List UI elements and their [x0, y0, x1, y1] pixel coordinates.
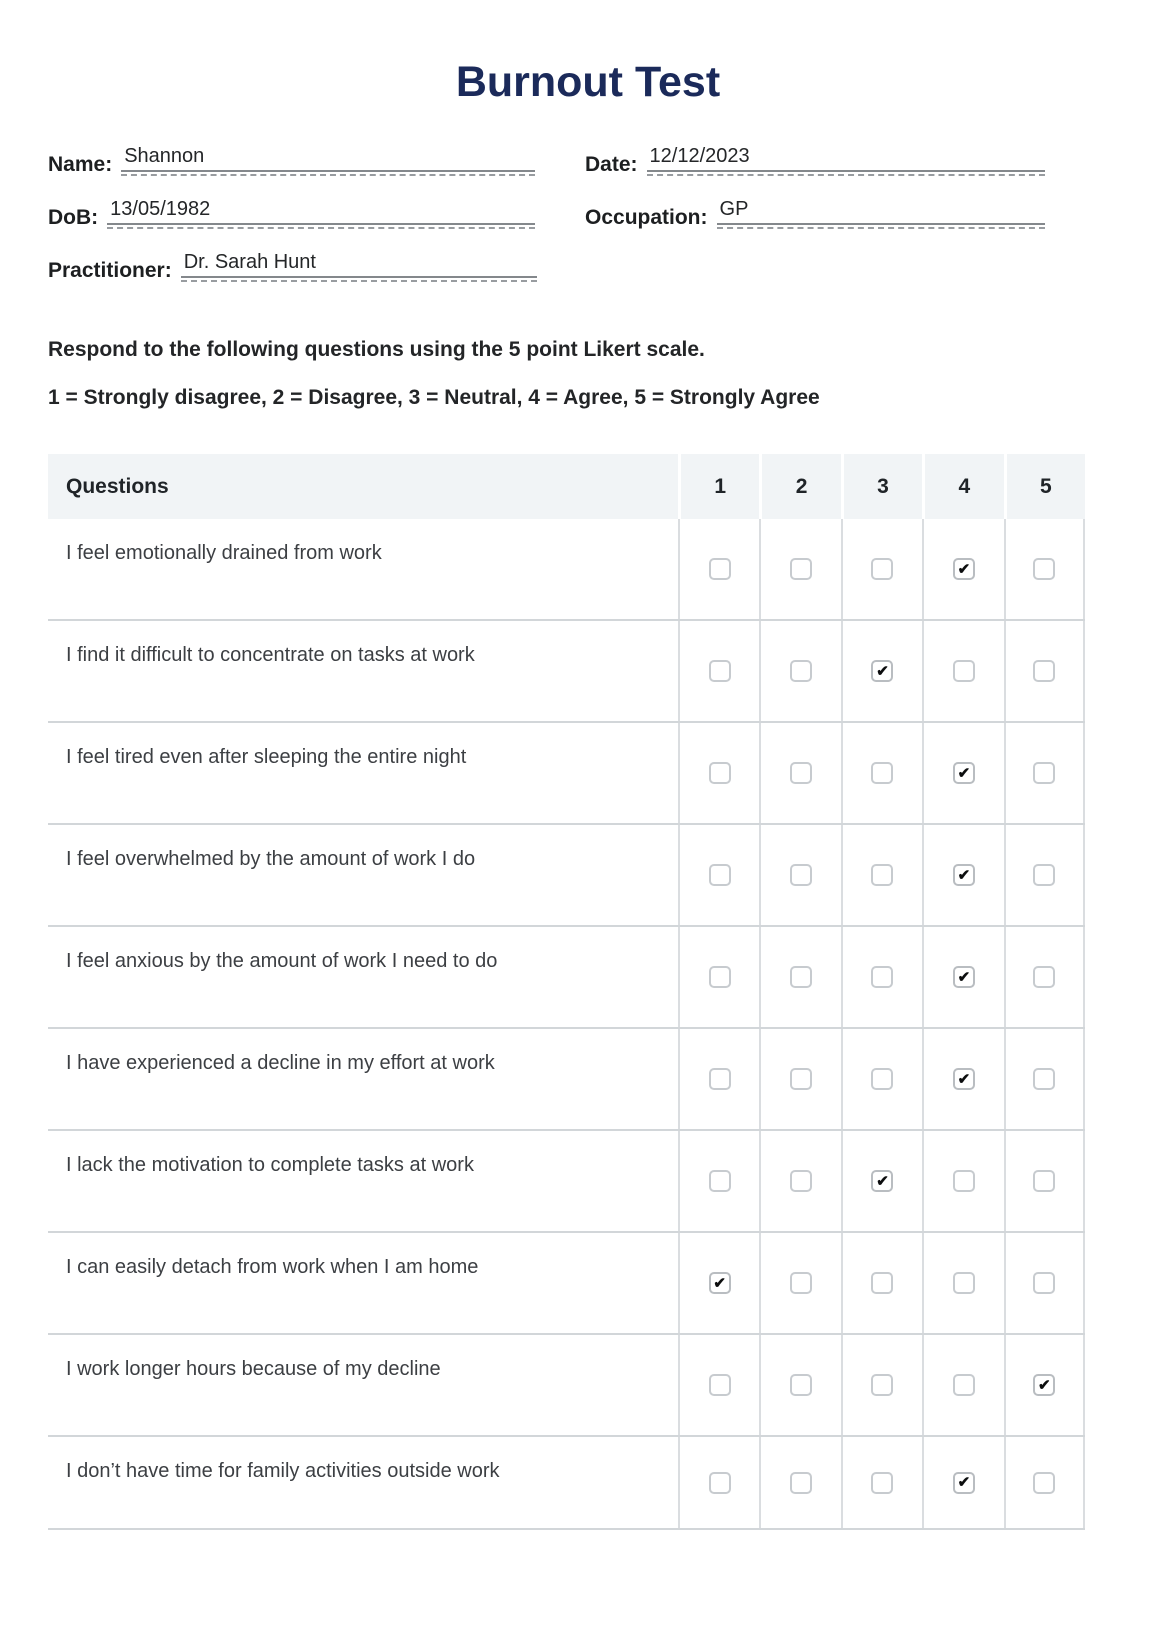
- likert-cell-4[interactable]: [922, 519, 1003, 619]
- checkbox-icon[interactable]: [871, 1472, 893, 1494]
- question-row: [48, 1233, 1085, 1335]
- name-input[interactable]: [121, 145, 535, 172]
- checkbox-checked-icon[interactable]: ✔: [953, 966, 975, 988]
- fields-row-3: [48, 251, 1045, 283]
- checkbox-icon[interactable]: [871, 762, 893, 784]
- likert-cell-2[interactable]: [759, 1335, 840, 1435]
- likert-cell-4[interactable]: [922, 1029, 1003, 1129]
- checkbox-icon[interactable]: [790, 966, 812, 988]
- practitioner-field: [48, 251, 537, 283]
- checkbox-icon[interactable]: [709, 1472, 731, 1494]
- question-row: [48, 1029, 1085, 1131]
- checkbox-icon[interactable]: [1033, 1272, 1055, 1294]
- question-text: I don’t have time for family activities outside work: [66, 1460, 500, 1483]
- likert-cell-1[interactable]: [678, 825, 759, 925]
- checkbox-icon[interactable]: [1033, 762, 1055, 784]
- likert-cell-3[interactable]: [841, 1233, 922, 1333]
- likert-cell-5[interactable]: [1004, 825, 1085, 925]
- question-text: I find it difficult to concentrate on tasks at work: [66, 644, 475, 667]
- checkbox-checked-icon[interactable]: ✔: [709, 1272, 731, 1294]
- checkbox-checked-icon[interactable]: ✔: [953, 1472, 975, 1494]
- likert-cell-4[interactable]: [922, 825, 1003, 925]
- occupation-label: Occupation:: [585, 205, 708, 229]
- dob-input[interactable]: [107, 198, 535, 225]
- checkbox-icon[interactable]: [790, 762, 812, 784]
- checkbox-icon[interactable]: [790, 558, 812, 580]
- checkbox-checked-icon[interactable]: ✔: [953, 558, 975, 580]
- checkbox-checked-icon[interactable]: ✔: [953, 762, 975, 784]
- name-field: [48, 145, 535, 177]
- likert-cell-1[interactable]: [678, 723, 759, 823]
- likert-cell-4[interactable]: [922, 1233, 1003, 1333]
- instructions-line-1: Respond to the following questions using the 5 point Likert scale.: [48, 338, 705, 361]
- likert-cell-3[interactable]: [841, 825, 922, 925]
- likert-cell-4[interactable]: [922, 1335, 1003, 1435]
- checkbox-icon[interactable]: [709, 660, 731, 682]
- checkbox-icon[interactable]: [790, 864, 812, 886]
- question-row: [48, 1335, 1085, 1437]
- checkbox-icon[interactable]: [709, 762, 731, 784]
- question-text: I feel emotionally drained from work: [66, 542, 382, 565]
- likert-cell-1[interactable]: [678, 1233, 759, 1333]
- checkbox-icon[interactable]: [871, 1272, 893, 1294]
- question-row: [48, 621, 1085, 723]
- likert-cell-1[interactable]: [678, 1029, 759, 1129]
- likert-table: [48, 454, 1085, 1530]
- likert-cell-5[interactable]: [1004, 621, 1085, 721]
- likert-table-header: [48, 454, 1085, 519]
- scale-header-2: 2: [759, 454, 840, 519]
- likert-cell-1[interactable]: [678, 519, 759, 619]
- checkbox-icon[interactable]: [1033, 558, 1055, 580]
- question-row: [48, 825, 1085, 927]
- checkbox-icon[interactable]: [1033, 864, 1055, 886]
- likert-cell-4[interactable]: [922, 1437, 1003, 1528]
- likert-cell-2[interactable]: [759, 519, 840, 619]
- checkbox-icon[interactable]: [953, 1170, 975, 1192]
- question-text: I can easily detach from work when I am home: [66, 1256, 479, 1279]
- checkbox-icon[interactable]: [871, 1068, 893, 1090]
- occupation-value: GP: [719, 198, 749, 220]
- likert-cell-1[interactable]: [678, 1131, 759, 1231]
- question-text: I lack the motivation to complete tasks at work: [66, 1154, 474, 1177]
- date-input[interactable]: [647, 145, 1045, 172]
- likert-cell-4[interactable]: [922, 723, 1003, 823]
- date-value: 12/12/2023: [649, 145, 750, 167]
- likert-cell-1[interactable]: [678, 1437, 759, 1528]
- checkbox-icon[interactable]: [953, 660, 975, 682]
- checkbox-icon[interactable]: [1033, 1170, 1055, 1192]
- likert-cell-2[interactable]: [759, 1437, 840, 1528]
- checkbox-icon[interactable]: [709, 1170, 731, 1192]
- likert-cell-3[interactable]: [841, 621, 922, 721]
- checkbox-icon[interactable]: [709, 1068, 731, 1090]
- likert-cell-3[interactable]: [841, 723, 922, 823]
- checkbox-icon[interactable]: [871, 558, 893, 580]
- likert-cell-2[interactable]: [759, 1029, 840, 1129]
- likert-cell-3[interactable]: [841, 519, 922, 619]
- likert-cell-2[interactable]: [759, 723, 840, 823]
- checkbox-checked-icon[interactable]: ✔: [1033, 1374, 1055, 1396]
- checkbox-icon[interactable]: [790, 1068, 812, 1090]
- dob-value: 13/05/1982: [110, 198, 211, 220]
- likert-cell-5[interactable]: [1004, 1131, 1085, 1231]
- checkbox-icon[interactable]: [1033, 1068, 1055, 1090]
- likert-cell-5[interactable]: [1004, 1233, 1085, 1333]
- question-row: [48, 1437, 1085, 1530]
- instructions: [48, 337, 1176, 410]
- fields-row-1: [48, 145, 1045, 177]
- checkbox-icon[interactable]: [1033, 660, 1055, 682]
- occupation-input[interactable]: [717, 198, 1045, 225]
- likert-cell-2[interactable]: [759, 1233, 840, 1333]
- scale-header-5: 5: [1004, 454, 1085, 519]
- checkbox-icon[interactable]: [871, 864, 893, 886]
- scale-header-4: 4: [922, 454, 1003, 519]
- likert-cell-4[interactable]: [922, 621, 1003, 721]
- question-row: [48, 927, 1085, 1029]
- likert-cell-3[interactable]: [841, 1335, 922, 1435]
- checkbox-icon[interactable]: [790, 660, 812, 682]
- likert-cell-5[interactable]: [1004, 1437, 1085, 1528]
- name-value: Shannon: [124, 145, 205, 167]
- checkbox-icon[interactable]: [790, 1272, 812, 1294]
- checkbox-checked-icon[interactable]: ✔: [871, 660, 893, 682]
- likert-cell-4[interactable]: [922, 927, 1003, 1027]
- likert-cell-3[interactable]: [841, 1131, 922, 1231]
- scale-header-3: 3: [841, 454, 922, 519]
- likert-cell-1[interactable]: [678, 1335, 759, 1435]
- question-text: I feel overwhelmed by the amount of work I do: [66, 848, 476, 871]
- patient-fields: [48, 145, 1045, 283]
- practitioner-value: Dr. Sarah Hunt: [183, 251, 316, 273]
- checkbox-icon[interactable]: [709, 966, 731, 988]
- question-text: I feel tired even after sleeping the entire night: [66, 746, 467, 769]
- checkbox-icon[interactable]: [1033, 1472, 1055, 1494]
- checkbox-icon[interactable]: [953, 1272, 975, 1294]
- checkbox-icon[interactable]: [790, 1472, 812, 1494]
- checkbox-icon[interactable]: [953, 1374, 975, 1396]
- questions-column-header: Questions: [66, 474, 169, 498]
- question-row: [48, 519, 1085, 621]
- page-title: Burnout Test: [455, 58, 721, 106]
- likert-cell-5[interactable]: [1004, 1335, 1085, 1435]
- likert-cell-2[interactable]: [759, 927, 840, 1027]
- dob-field: [48, 198, 535, 230]
- dob-label: DoB:: [48, 205, 99, 229]
- likert-cell-5[interactable]: [1004, 1029, 1085, 1129]
- checkbox-icon[interactable]: [871, 1374, 893, 1396]
- question-row: [48, 1131, 1085, 1233]
- checkbox-checked-icon[interactable]: ✔: [953, 1068, 975, 1090]
- checkbox-icon[interactable]: [790, 1374, 812, 1396]
- date-field: [585, 145, 1045, 177]
- practitioner-label: Practitioner:: [48, 258, 172, 282]
- likert-cell-1[interactable]: [678, 621, 759, 721]
- likert-cell-3[interactable]: [841, 927, 922, 1027]
- checkbox-icon[interactable]: [709, 1374, 731, 1396]
- date-label: Date:: [585, 152, 638, 176]
- checkbox-icon[interactable]: [709, 558, 731, 580]
- occupation-field: [585, 198, 1045, 230]
- likert-cell-5[interactable]: [1004, 519, 1085, 619]
- likert-cell-2[interactable]: [759, 825, 840, 925]
- likert-cell-2[interactable]: [759, 1131, 840, 1231]
- likert-cell-5[interactable]: [1004, 927, 1085, 1027]
- scale-header-1: 1: [678, 454, 759, 519]
- question-text: I work longer hours because of my decline: [66, 1358, 441, 1381]
- likert-table-body: [48, 519, 1085, 1530]
- instructions-line-2: 1 = Strongly disagree, 2 = Disagree, 3 = Neutral, 4 = Agree, 5 = Strongly Agree: [48, 386, 820, 410]
- practitioner-input[interactable]: [181, 251, 537, 278]
- likert-cell-5[interactable]: [1004, 723, 1085, 823]
- likert-cell-3[interactable]: [841, 1437, 922, 1528]
- question-text: I have experienced a decline in my effort at work: [66, 1052, 495, 1075]
- likert-cell-3[interactable]: [841, 1029, 922, 1129]
- checkbox-icon[interactable]: [790, 1170, 812, 1192]
- likert-cell-1[interactable]: [678, 927, 759, 1027]
- checkbox-checked-icon[interactable]: ✔: [871, 1170, 893, 1192]
- question-text: I feel anxious by the amount of work I need to do: [66, 950, 498, 973]
- checkbox-icon[interactable]: [709, 864, 731, 886]
- fields-row-2: [48, 198, 1045, 230]
- checkbox-checked-icon[interactable]: ✔: [953, 864, 975, 886]
- checkbox-icon[interactable]: [1033, 966, 1055, 988]
- likert-cell-2[interactable]: [759, 621, 840, 721]
- likert-cell-4[interactable]: [922, 1131, 1003, 1231]
- question-row: [48, 723, 1085, 825]
- name-label: Name:: [48, 152, 113, 176]
- checkbox-icon[interactable]: [871, 966, 893, 988]
